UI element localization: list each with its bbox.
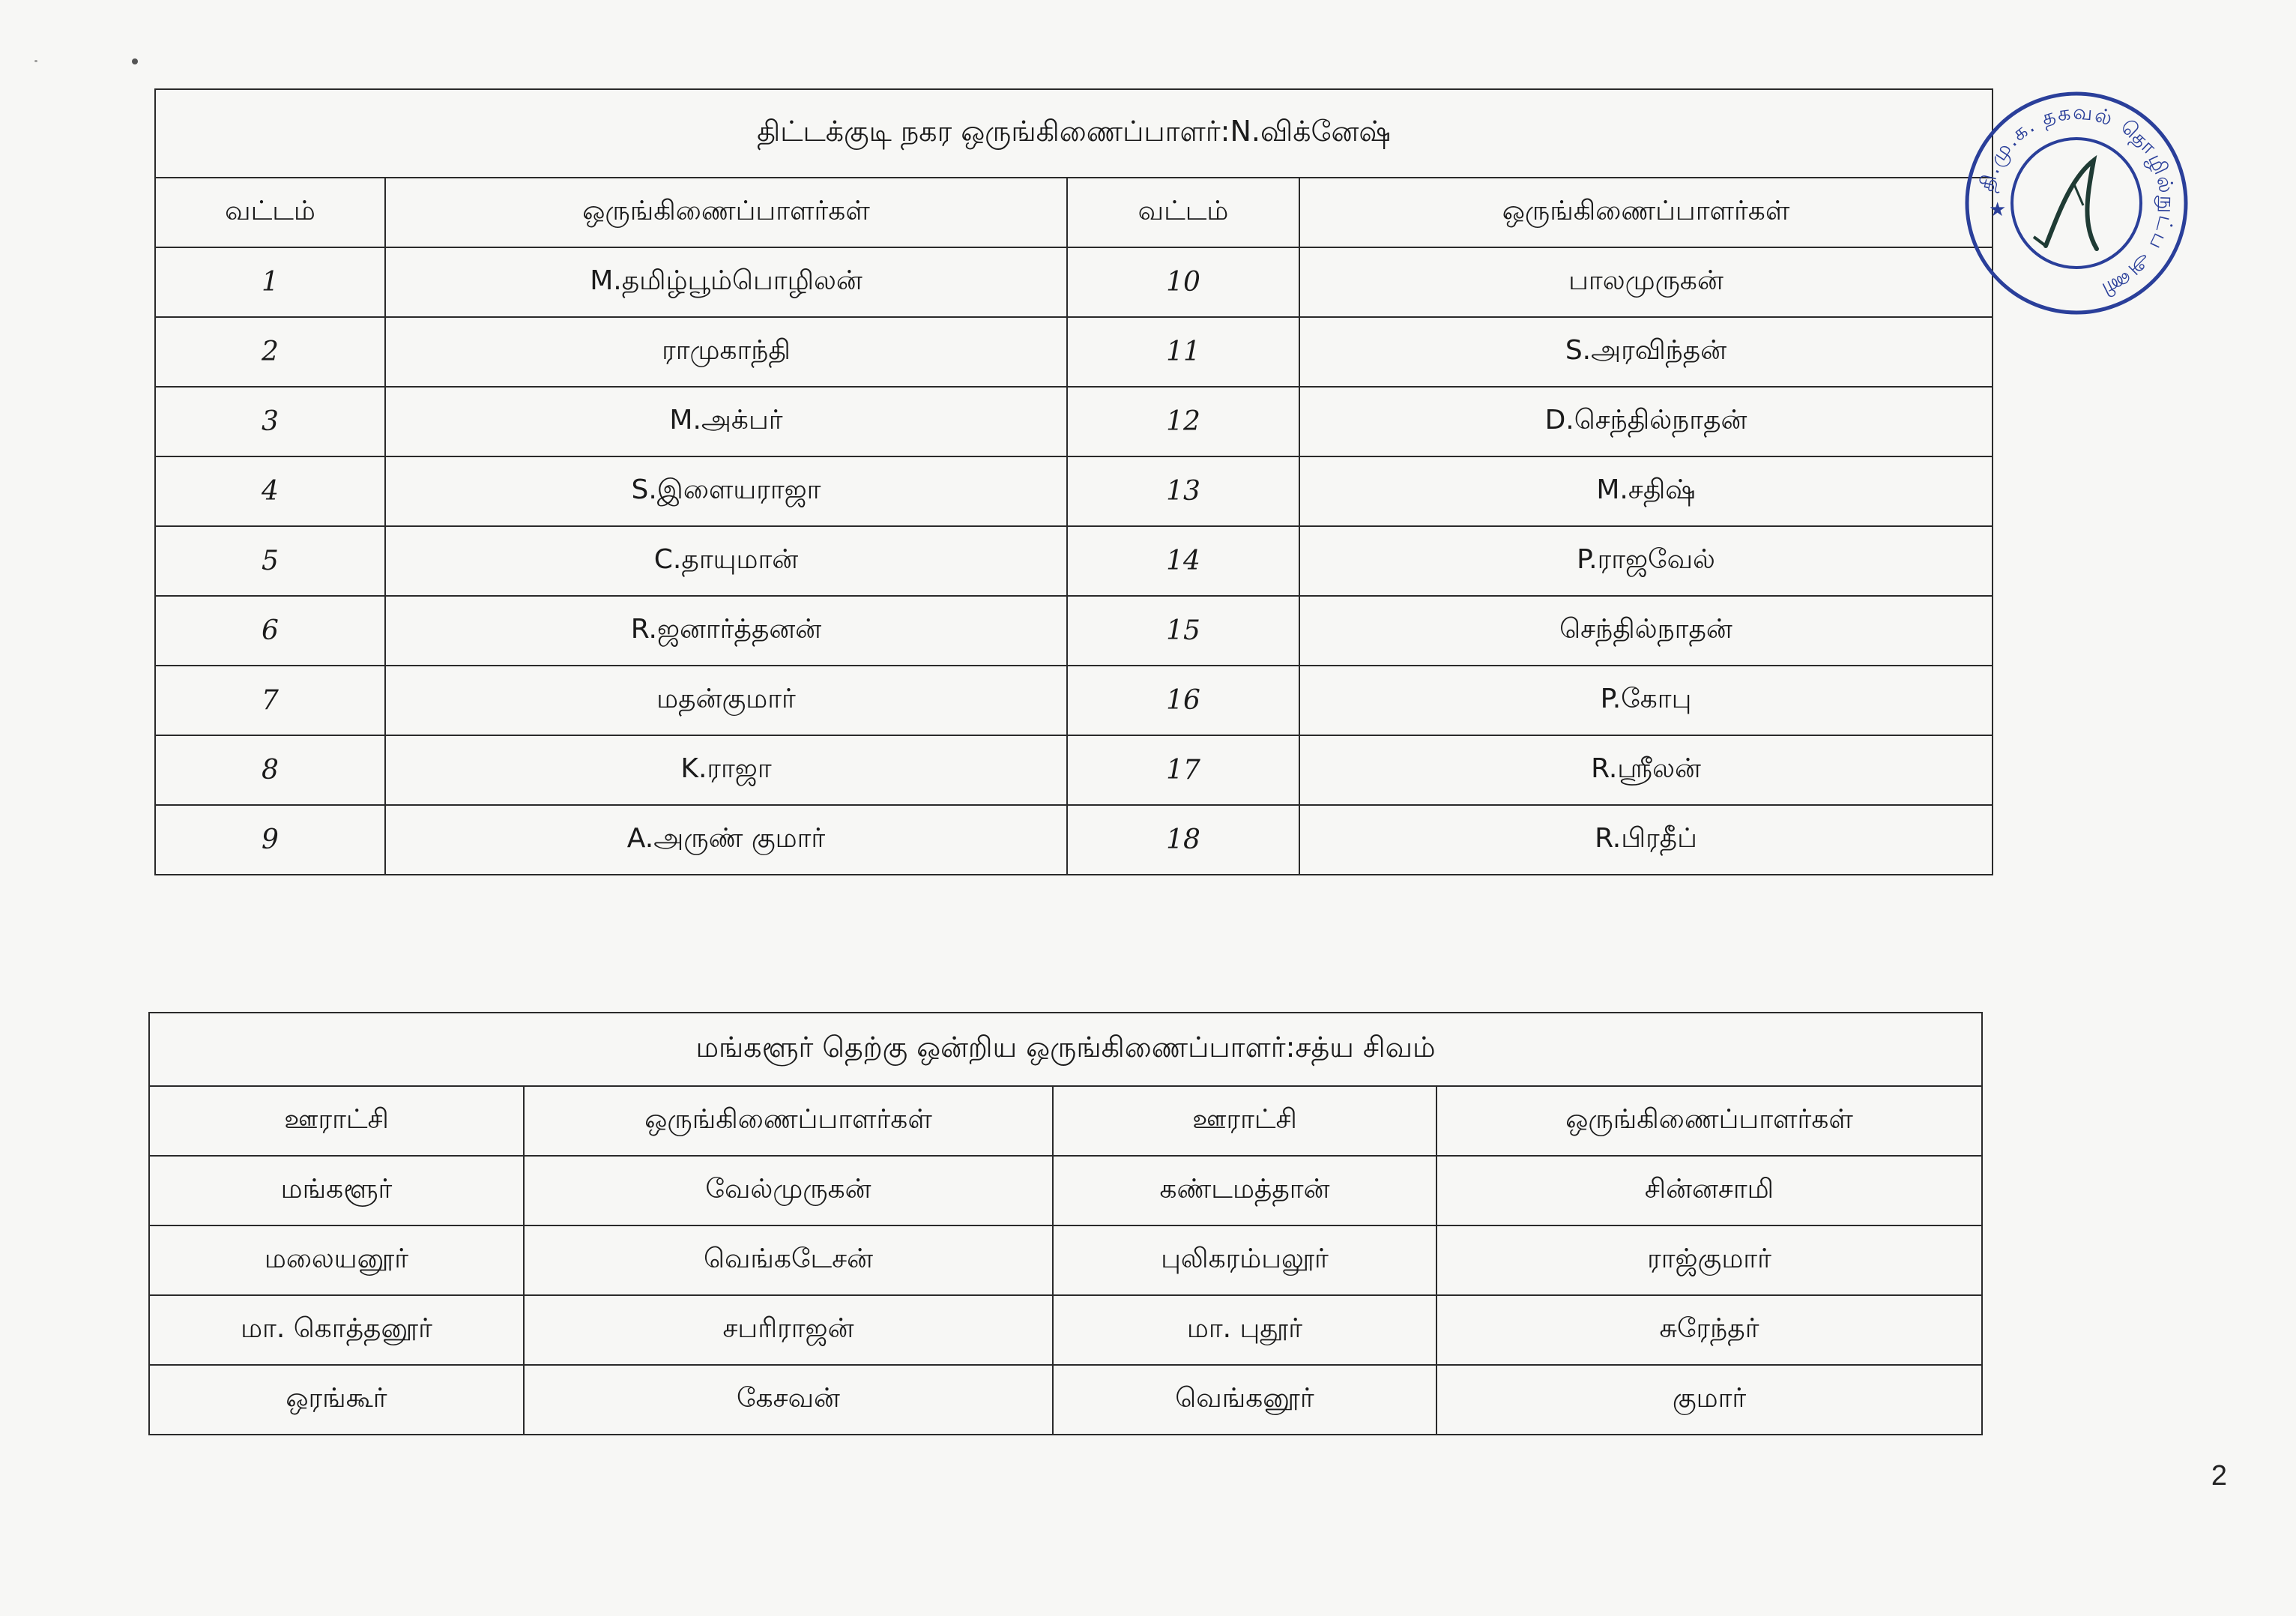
ward-number: 17 <box>1067 735 1299 805</box>
village-name: புலிகரம்பலூர் <box>1053 1225 1436 1295</box>
ward-number: 2 <box>155 317 385 387</box>
table-row <box>155 317 1993 387</box>
table-row <box>155 735 1993 805</box>
coordinator-name: செந்தில்நாதன் <box>1299 596 1993 666</box>
seal-ring-text: தி.மு.க. தகவல் தொழில்நுட்ப அணி <box>1975 100 2179 302</box>
table-row <box>149 1225 1982 1295</box>
coordinator-name: K.ராஜா <box>385 735 1067 805</box>
column-header: வட்டம் <box>155 178 385 247</box>
coordinator-name: குமார் <box>1436 1365 1982 1435</box>
table-row <box>149 1295 1982 1365</box>
ward-number: 13 <box>1067 456 1299 526</box>
coordinator-name: R.ஸ்ரீலன் <box>1299 735 1993 805</box>
column-header: ஒருங்கிணைப்பாளர்கள் <box>1436 1086 1982 1156</box>
column-header: ஒருங்கிணைப்பாளர்கள் <box>385 178 1067 247</box>
coordinator-name: ராஜ்குமார் <box>1436 1225 1982 1295</box>
coordinator-name: பாலமுருகன் <box>1299 247 1993 317</box>
scan-speck <box>132 58 138 64</box>
ward-number: 1 <box>155 247 385 317</box>
table-row <box>155 387 1993 456</box>
village-name: வெங்கனூர் <box>1053 1365 1436 1435</box>
pen-nib-icon <box>2034 160 2097 249</box>
table-title: திட்டக்குடி நகர ஒருங்கிணைப்பாளர்:N.விக்னேஷ் <box>155 89 1993 178</box>
coordinator-name: P.ராஜவேல் <box>1299 526 1993 596</box>
ward-number: 18 <box>1067 805 1299 875</box>
coordinator-name: சுரேந்தர் <box>1436 1295 1982 1365</box>
coordinator-name: P.கோபு <box>1299 666 1993 735</box>
coordinator-name: ராமுகாந்தி <box>385 317 1067 387</box>
table-row <box>155 666 1993 735</box>
table-row <box>155 247 1993 317</box>
coordinator-name: C.தாயுமான் <box>385 526 1067 596</box>
coordinator-name: S.இளையராஜா <box>385 456 1067 526</box>
coordinator-name: M.அக்பர் <box>385 387 1067 456</box>
page-number: 2 <box>2211 1460 2227 1492</box>
ward-number: 15 <box>1067 596 1299 666</box>
coordinator-name: R.ஜனார்த்தனன் <box>385 596 1067 666</box>
table-row <box>155 526 1993 596</box>
ward-number: 6 <box>155 596 385 666</box>
tittakudi-coordinators-table <box>154 88 1993 875</box>
mangalur-south-coordinators-table <box>148 1012 1983 1435</box>
table-row <box>155 805 1993 875</box>
village-name: மங்களூர் <box>149 1156 524 1225</box>
table-row <box>149 1365 1982 1435</box>
coordinator-name: S.அரவிந்தன் <box>1299 317 1993 387</box>
village-name: மலையனூர் <box>149 1225 524 1295</box>
ward-number: 4 <box>155 456 385 526</box>
coordinator-name: R.பிரதீப் <box>1299 805 1993 875</box>
column-header: ஊராட்சி <box>1053 1086 1436 1156</box>
coordinator-name: சபரிராஜன் <box>524 1295 1053 1365</box>
coordinator-name: M.சதிஷ் <box>1299 456 1993 526</box>
table-row <box>155 596 1993 666</box>
table-row <box>155 456 1993 526</box>
village-name: மா. கொத்தனூர் <box>149 1295 524 1365</box>
ward-number: 11 <box>1067 317 1299 387</box>
ward-number: 16 <box>1067 666 1299 735</box>
column-header: ஒருங்கிணைப்பாளர்கள் <box>1299 178 1993 247</box>
ward-number: 9 <box>155 805 385 875</box>
scan-speck <box>34 60 37 62</box>
coordinator-name: வேல்முருகன் <box>524 1156 1053 1225</box>
ward-number: 7 <box>155 666 385 735</box>
coordinator-name: D.செந்தில்நாதன் <box>1299 387 1993 456</box>
village-name: கண்டமத்தான் <box>1053 1156 1436 1225</box>
column-header: ஒருங்கிணைப்பாளர்கள் <box>524 1086 1053 1156</box>
seal-star-icon: ★ <box>1989 199 2007 221</box>
coordinator-name: வெங்கடேசன் <box>524 1225 1053 1295</box>
coordinator-name: மதன்குமார் <box>385 666 1067 735</box>
party-seal <box>1962 88 2191 318</box>
table-title: மங்களூர் தெற்கு ஒன்றிய ஒருங்கிணைப்பாளர்:சத்ய சிவம் <box>149 1013 1982 1086</box>
coordinator-name: M.தமிழ்பூம்பொழிலன் <box>385 247 1067 317</box>
ward-number: 12 <box>1067 387 1299 456</box>
table-row <box>149 1156 1982 1225</box>
coordinator-name: சின்னசாமி <box>1436 1156 1982 1225</box>
village-name: ஒரங்கூர் <box>149 1365 524 1435</box>
ward-number: 5 <box>155 526 385 596</box>
ward-number: 3 <box>155 387 385 456</box>
column-header: ஊராட்சி <box>149 1086 524 1156</box>
village-name: மா. புதூர் <box>1053 1295 1436 1365</box>
coordinator-name: கேசவன் <box>524 1365 1053 1435</box>
ward-number: 8 <box>155 735 385 805</box>
coordinator-name: A.அருண் குமார் <box>385 805 1067 875</box>
ward-number: 14 <box>1067 526 1299 596</box>
column-header: வட்டம் <box>1067 178 1299 247</box>
ward-number: 10 <box>1067 247 1299 317</box>
